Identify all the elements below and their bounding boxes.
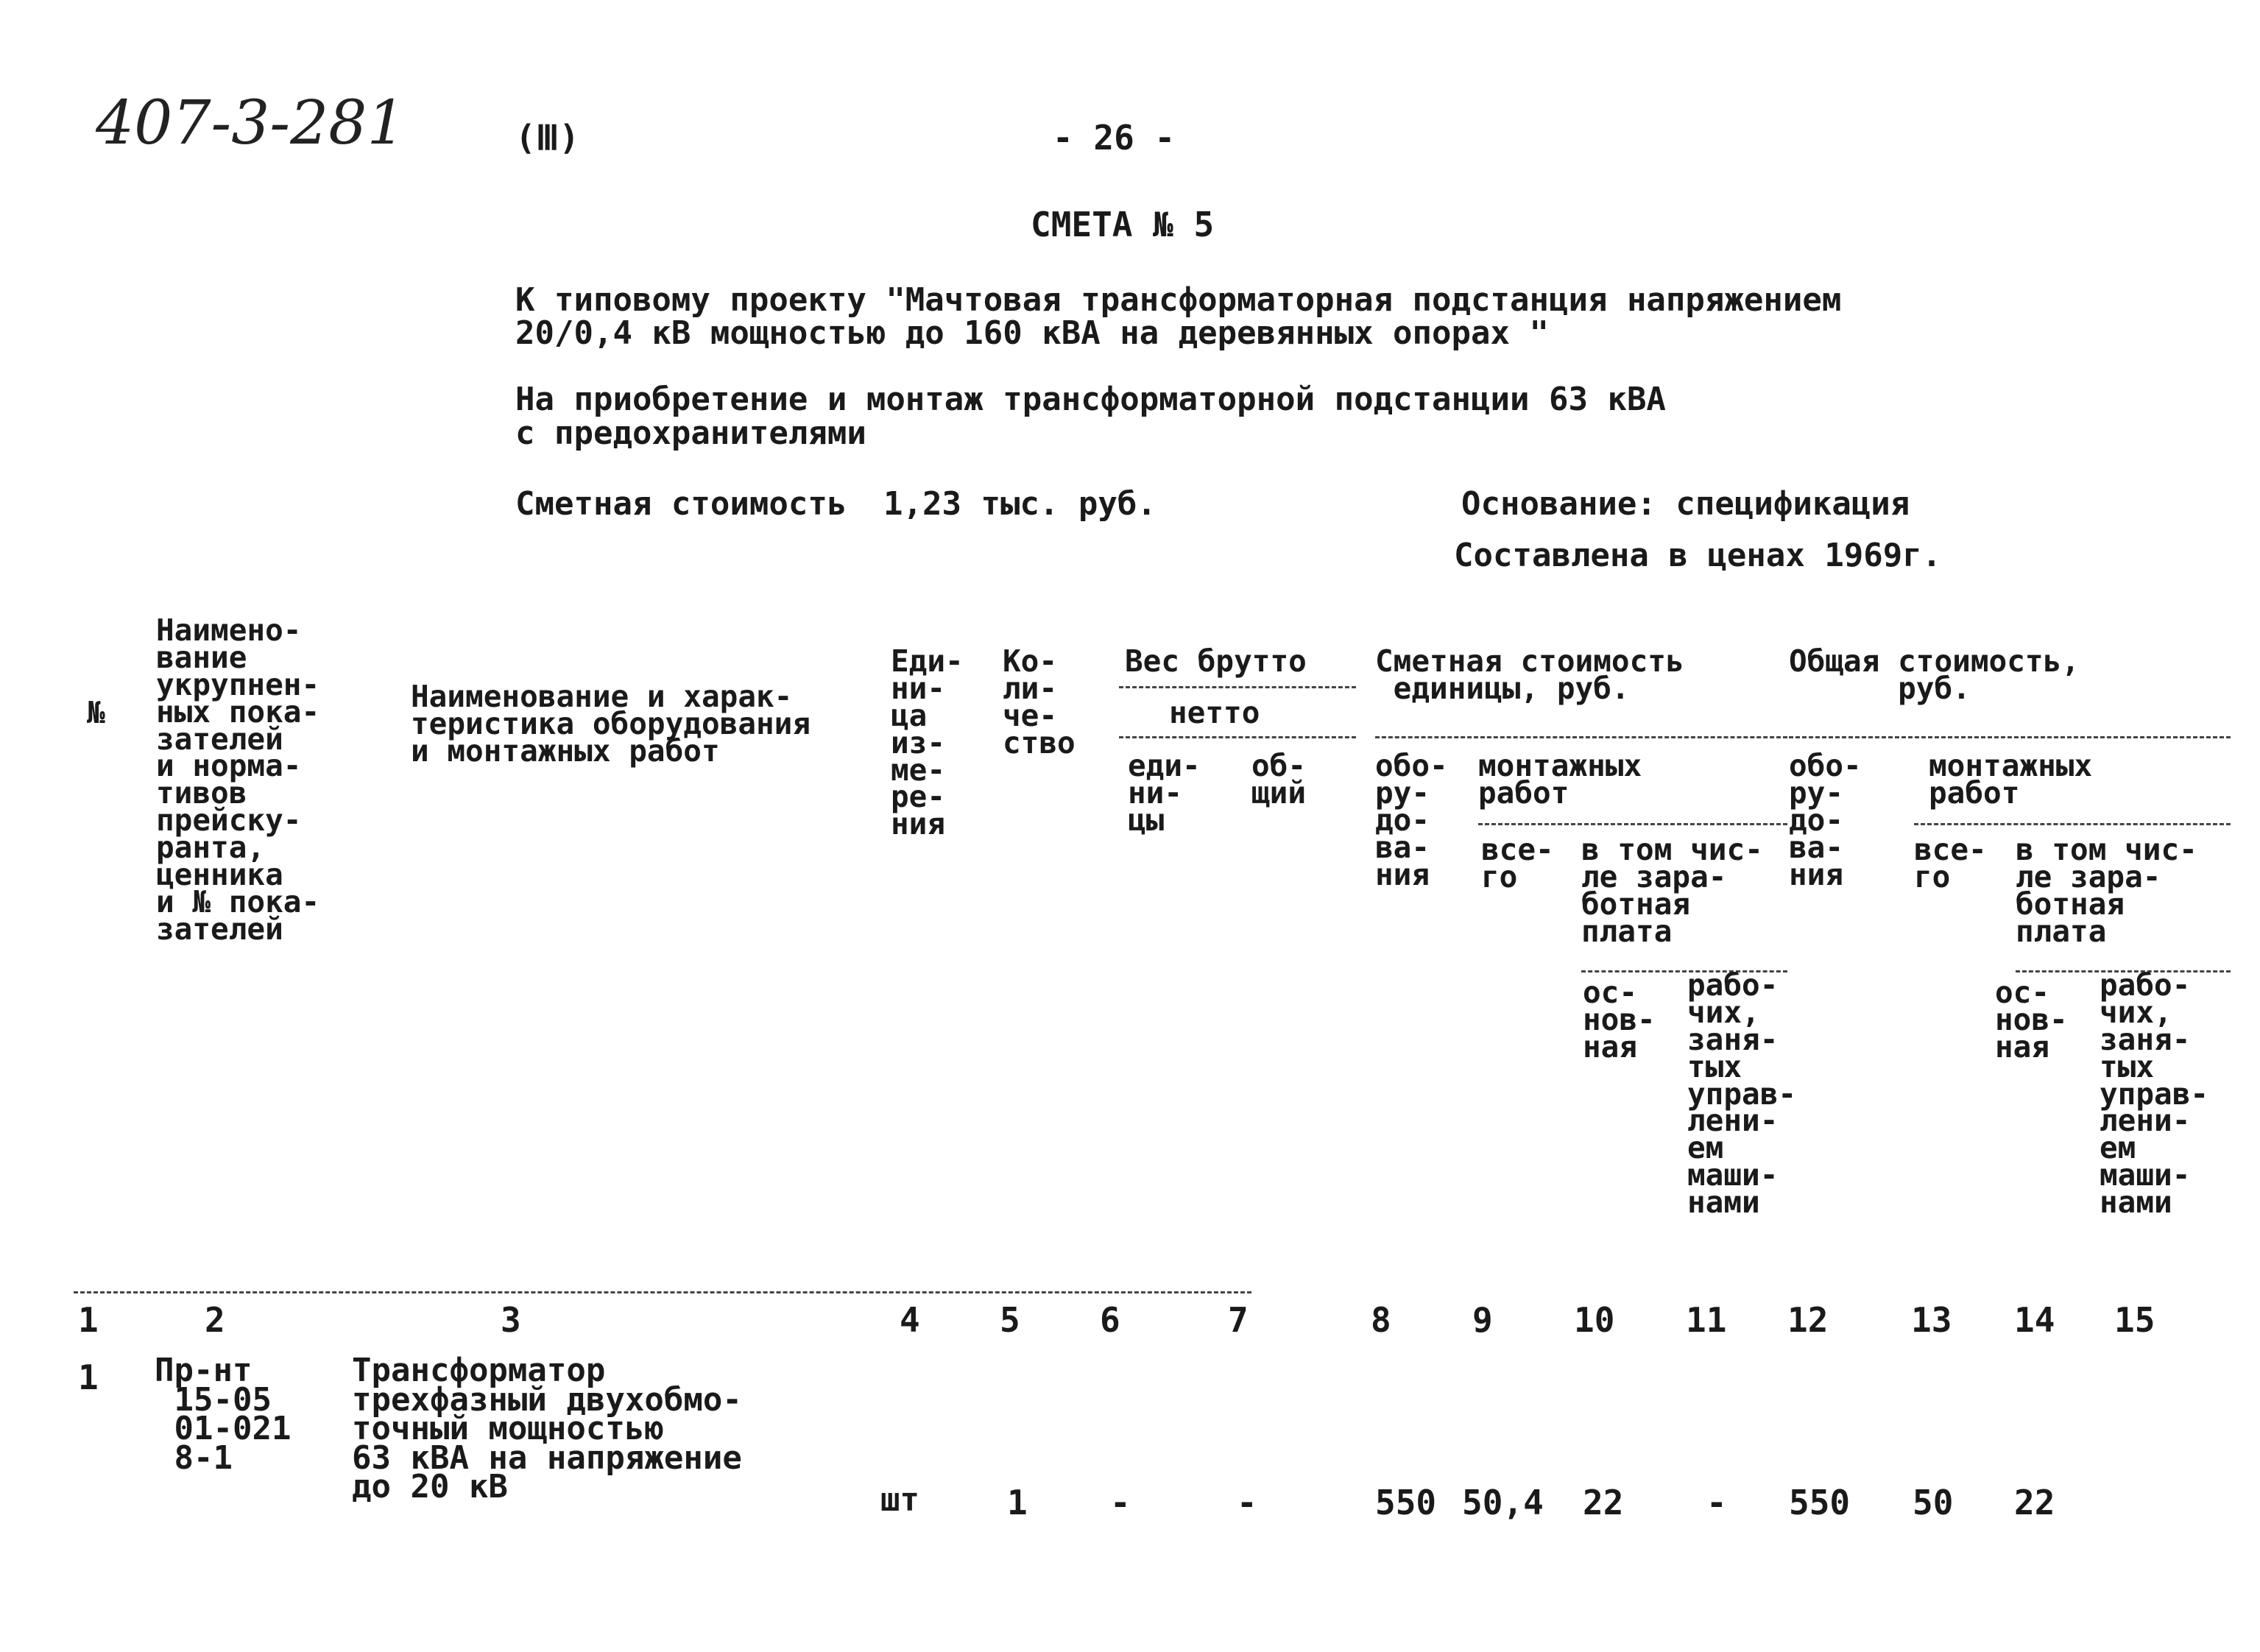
total-group-header: Общая стоимость, руб. xyxy=(1789,643,2080,706)
row-mont-unit-base: 22 xyxy=(1583,1483,1624,1522)
col-header-mont-unit-base: ос- нов- ная xyxy=(1583,975,1656,1065)
row-quantity: 1 xyxy=(1007,1483,1028,1522)
row-equip-total: 550 xyxy=(1789,1483,1851,1522)
unit-cost-divider xyxy=(1375,736,1787,738)
handwritten-code: 407-3-281 xyxy=(96,88,406,158)
row-weight-unit: - xyxy=(1110,1483,1131,1522)
total-divider xyxy=(1789,736,2231,738)
col-header-mont-unit-all: все- го xyxy=(1481,832,1554,894)
column-number: 2 xyxy=(205,1300,225,1340)
incl-unit-header: в том чис- ле зара- ботная плата xyxy=(1581,832,1763,949)
col-header-unit: Еди- ни- ца из- ме- ре- ния xyxy=(891,643,964,842)
row-mont-unit-mach: - xyxy=(1706,1483,1727,1522)
purpose-line-1: На приобретение и монтаж трансформаторной подстанции 63 кВА xyxy=(515,381,1666,418)
weight-netto-header: нетто xyxy=(1169,695,1260,730)
page-number: - 26 - xyxy=(1053,118,1176,158)
weight-sub-divider xyxy=(1119,736,1356,738)
col-header-code: Наимено- вание укрупнен- ных пока- зателей и норма- тивов прейску- ранта, ценника и № пока- зателей xyxy=(156,613,320,947)
column-number: 10 xyxy=(1574,1300,1615,1340)
row-mont-total-base: 22 xyxy=(2014,1483,2055,1522)
mont-total-header: монтажных работ xyxy=(1929,748,2093,811)
mont-unit-header: монтажных работ xyxy=(1478,748,1642,811)
col-header-name: Наименование и харак- теристика оборудования и монтажных работ xyxy=(411,679,811,769)
purpose-line-2: с предохранителями xyxy=(515,414,866,452)
row-weight-total: - xyxy=(1237,1483,1257,1522)
col-header-mont-total-all: все- го xyxy=(1914,832,1987,894)
col-header-mont-unit-mach: рабо- чих, заня- тых управ- лени- ем маши- нами xyxy=(1687,967,1797,1221)
mont-total-divider xyxy=(1914,823,2231,825)
column-number: 6 xyxy=(1100,1300,1120,1340)
column-number: 7 xyxy=(1228,1300,1249,1340)
section-mark: (Ⅲ) xyxy=(515,118,580,158)
column-number: 15 xyxy=(2114,1300,2155,1340)
row-mont-total-all: 50 xyxy=(1913,1483,1954,1522)
column-number: 12 xyxy=(1787,1300,1829,1340)
col-header-quantity: Ко- ли- че- ство xyxy=(1003,643,1076,760)
compiled-prices: Составлена в ценах 1969г. xyxy=(1454,537,1942,574)
row-number: 1 xyxy=(78,1358,99,1397)
column-number: 4 xyxy=(900,1300,920,1340)
incl-total-header: в том чис- ле зара- ботная плата xyxy=(2016,832,2197,949)
basis: Основание: спецификация xyxy=(1461,485,1910,523)
project-line-1: К типовому проекту "Мачтовая трансформаторная подстанция напряжением xyxy=(515,281,1842,319)
row-name: Трансформатор трехфазный двухобмо- точный мощностью 63 кВА на напряжение до 20 кВ xyxy=(352,1352,742,1506)
column-number: 8 xyxy=(1371,1300,1391,1340)
column-number: 11 xyxy=(1686,1300,1727,1340)
col-header-weight-unit: еди- ни- цы xyxy=(1128,748,1201,838)
mont-unit-divider xyxy=(1478,823,1787,825)
row-mont-unit-all: 50,4 xyxy=(1462,1483,1544,1522)
column-number: 9 xyxy=(1472,1300,1493,1340)
col-header-equip-unit: обо- ру- до- ва- ния xyxy=(1375,748,1448,892)
page-title: СМЕТА № 5 xyxy=(1031,205,1215,244)
row-code: Пр-нт 15-05 01-021 8-1 xyxy=(155,1352,292,1477)
col-header-equip-total: обо- ру- до- ва- ния xyxy=(1789,748,1862,892)
column-number: 13 xyxy=(1911,1300,1952,1340)
row-unit: шт xyxy=(880,1481,919,1519)
row-equip-unit: 550 xyxy=(1375,1483,1437,1522)
col-header-mont-total-mach: рабо- чих, заня- тых управ- лени- ем маши- нами xyxy=(2100,967,2209,1221)
cost-label: Сметная стоимость xyxy=(515,485,847,523)
column-number: 3 xyxy=(501,1300,521,1340)
header-bottom-rule xyxy=(74,1291,1251,1293)
cost-value: 1,23 тыс. руб. xyxy=(883,485,1157,523)
weight-divider xyxy=(1119,686,1356,688)
unit-cost-group-header: Сметная стоимость единицы, руб. xyxy=(1375,643,1684,706)
col-header-number: № xyxy=(87,695,105,730)
col-header-mont-total-base: ос- нов- ная xyxy=(1995,975,2068,1065)
column-number: 1 xyxy=(78,1300,99,1340)
col-header-weight-total: об- щий xyxy=(1251,748,1307,811)
column-number: 5 xyxy=(1000,1300,1020,1340)
project-line-2: 20/0,4 кВ мощностью до 160 кВА на деревянных опорах " xyxy=(515,314,1549,352)
weight-group-header: Вес брутто xyxy=(1125,643,1307,679)
column-number: 14 xyxy=(2014,1300,2055,1340)
